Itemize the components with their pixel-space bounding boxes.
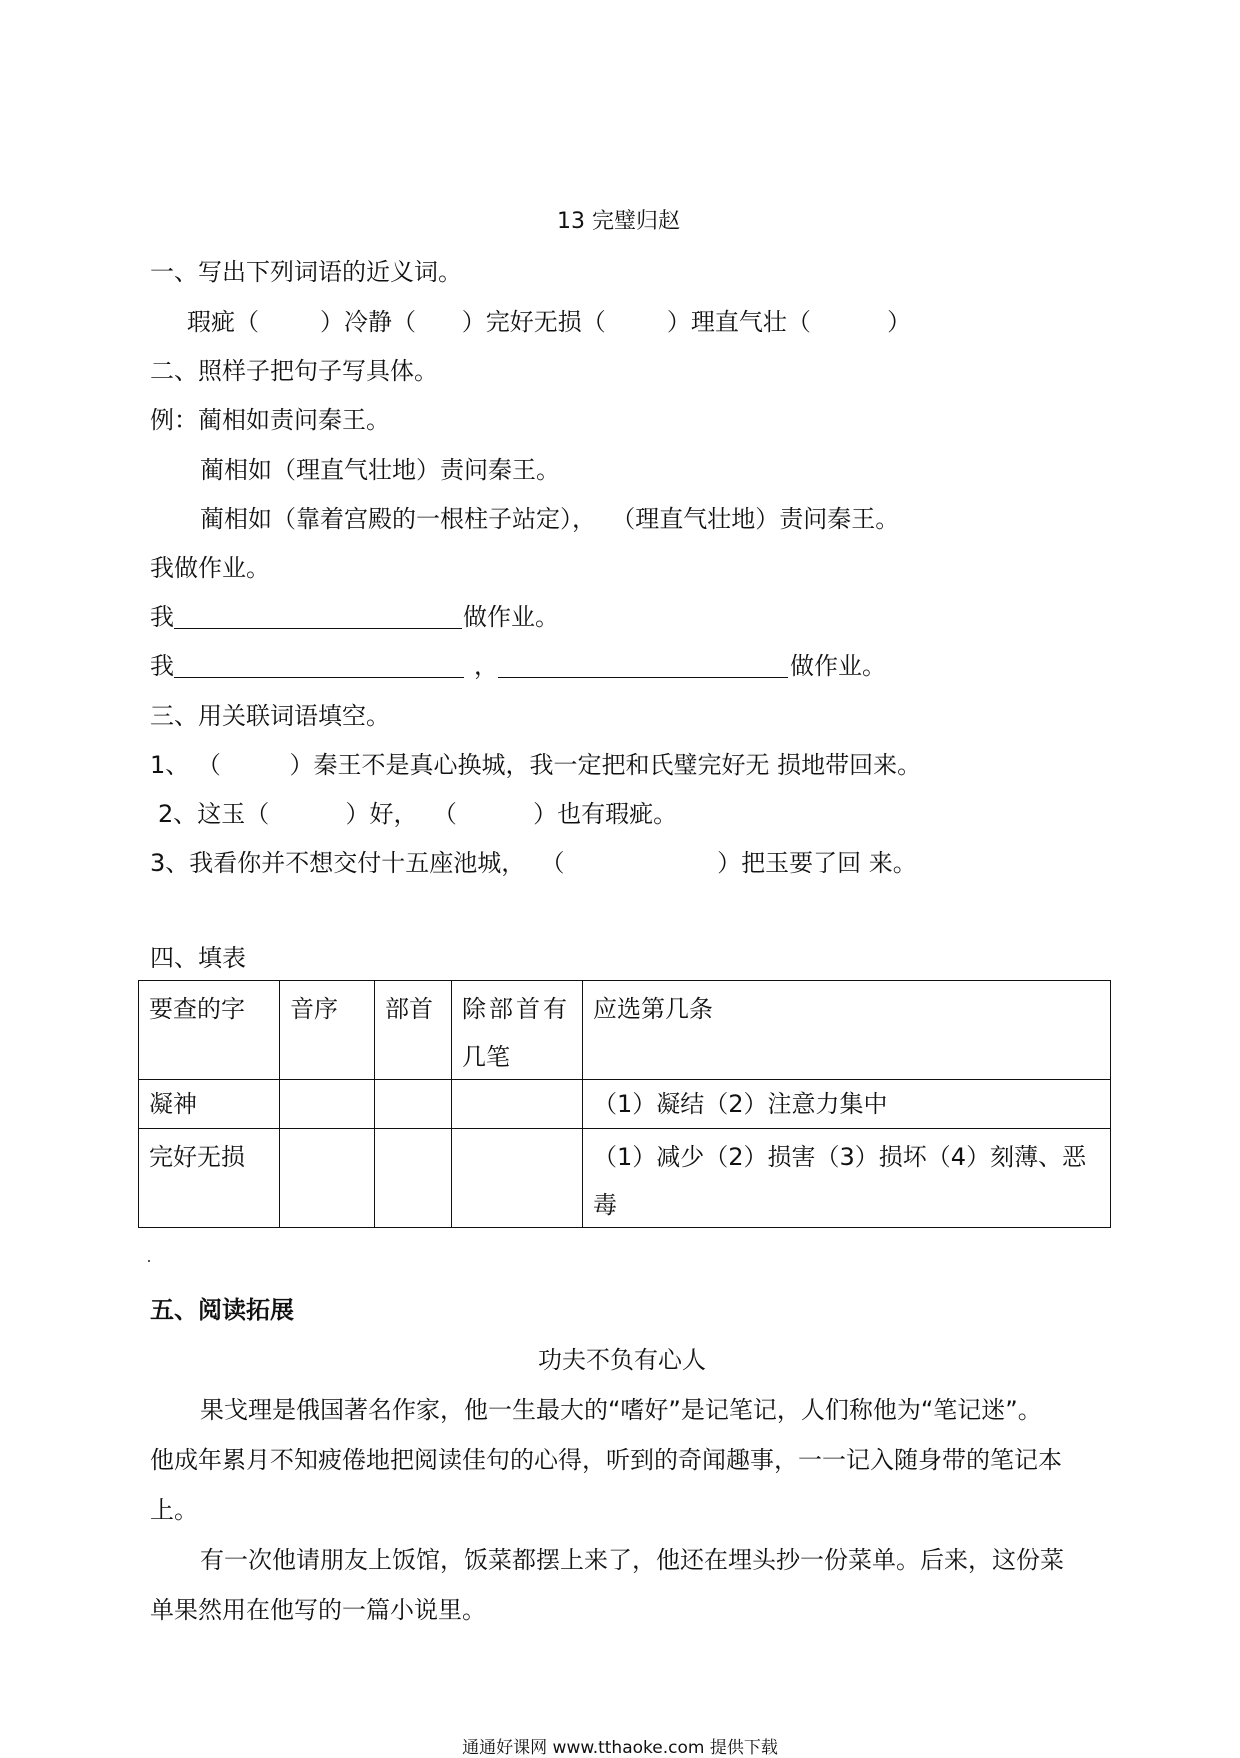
conjunction-question-2: 2、这玉（ ）好， （ ）也有瑕疵。	[158, 800, 678, 828]
download-footer: 通通好课网 www.tthaoke.com 提供下载	[462, 1738, 778, 1758]
section5-heading: 五、阅读拓展	[150, 1296, 294, 1324]
conjunction-question-3: 3、我看你并不想交付十五座池城， （ ）把玉要了回 来。	[150, 849, 917, 877]
fill1-blank[interactable]	[174, 628, 462, 629]
story-paragraph-1-line-2: 他成年累月不知疲倦地把阅读佳句的心得，听到的奇闻趣事，一一记入随身带的笔记本	[150, 1446, 1062, 1474]
story-paragraph-2-line-1: 有一次他请朋友上饭馆，饭菜都摆上来了，他还在埋头抄一份菜单。后来，这份菜	[200, 1546, 1064, 1574]
table-row-options: （1）凝结（2）注意力集中	[582, 1079, 1111, 1129]
story-title: 功夫不负有心人	[538, 1346, 706, 1374]
fill1-suffix: 做作业。	[463, 603, 559, 631]
fill2-comma: ，	[474, 652, 498, 680]
table-row-word: 完好无损	[138, 1128, 280, 1228]
fill1-prefix: 我	[150, 603, 174, 631]
example-sentence: 例：蔺相如责问秦王。	[150, 406, 390, 434]
table-header-word: 要查的字	[138, 980, 280, 1080]
table-header-choose-entry: 应选第几条	[582, 980, 1111, 1080]
section2-heading: 二、照样子把句子写具体。	[150, 357, 438, 385]
table-row-options	[582, 1128, 1111, 1228]
page-title: 13 完璧归赵	[557, 209, 680, 234]
fill2-suffix: 做作业。	[790, 652, 886, 680]
table-header-stroke-count-line1: 除部首有	[462, 995, 570, 1023]
stray-dot	[148, 1260, 150, 1262]
story-paragraph-1-line-3: 上。	[150, 1496, 198, 1524]
table-cell-pinyin-order[interactable]	[279, 1079, 375, 1129]
section1-heading: 一、写出下列词语的近义词。	[150, 258, 462, 286]
story-paragraph-2-line-2: 单果然用在他写的一篇小说里。	[150, 1596, 486, 1624]
table-row-options-line2: 毒	[593, 1191, 617, 1219]
fill2-blank-a[interactable]	[174, 677, 464, 678]
story-paragraph-1-line-1: 果戈理是俄国著名作家，他一生最大的“嗜好”是记笔记，人们称他为“笔记迷”。	[200, 1396, 1042, 1424]
conjunction-question-1: 1、 （ ）秦王不是真心换城，我一定把和氏璧完好无 损地带回来。	[150, 751, 922, 779]
table-header-radical: 部首	[374, 980, 452, 1080]
table-cell-stroke-count[interactable]	[451, 1128, 583, 1228]
practice-prompt: 我做作业。	[150, 554, 270, 582]
example-sentence-2: 蔺相如（理直气壮地）责问秦王。	[200, 456, 560, 484]
section1-synonym-line: 瑕疵（ ）冷静（ ）完好无损（ ）理直气壮（ ）	[187, 308, 912, 336]
section3-heading: 三、用关联词语填空。	[150, 702, 390, 730]
fill2-blank-b[interactable]	[498, 677, 788, 678]
table-cell-radical[interactable]	[374, 1128, 452, 1228]
table-row-options-line1: （1）减少（2）损害（3）损坏（4）刻薄、恶	[593, 1143, 1087, 1171]
table-cell-radical[interactable]	[374, 1079, 452, 1129]
table-header-pinyin-order: 音序	[279, 980, 375, 1080]
table-cell-pinyin-order[interactable]	[279, 1128, 375, 1228]
table-cell-stroke-count[interactable]	[451, 1079, 583, 1129]
table-header-stroke-count	[451, 980, 583, 1080]
example-sentence-3: 蔺相如（靠着宫殿的一根柱子站定）， （理直气壮地）责问秦王。	[200, 505, 900, 533]
table-row-word: 凝神	[138, 1079, 280, 1129]
section4-heading: 四、填表	[150, 944, 246, 972]
table-header-stroke-count-line2: 几笔	[462, 1043, 510, 1071]
fill2-prefix: 我	[150, 652, 174, 680]
